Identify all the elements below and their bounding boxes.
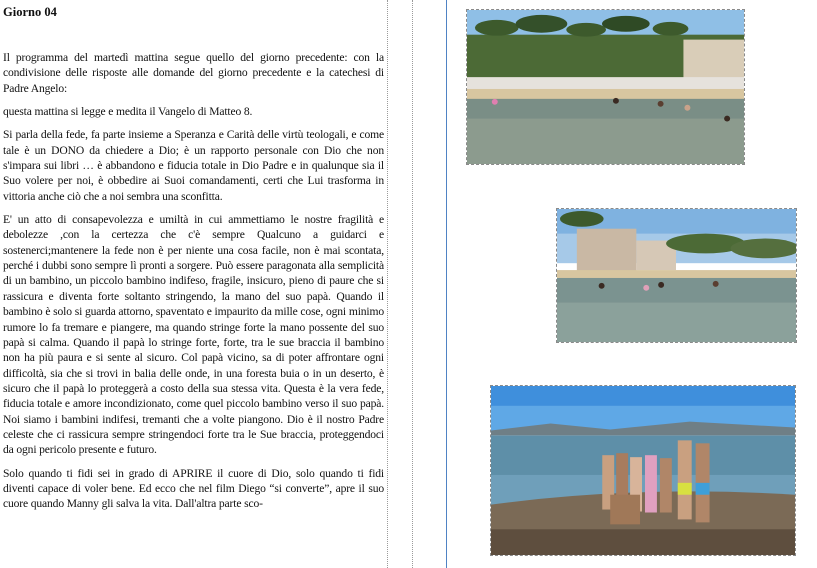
paragraph-3: Si parla della fede, fa parte insieme a Speranza e Carità delle virtù teologali, e come tale è un DONO da chiedere a Dio; è un rapporto personale con Dio che non s'impara sui libri … è abbandono e fiducia totale in Dio Padre e in qualunque sia il Suo volere per noi, è obbedire ai Suoi comandamenti, certi che Lui trasforma in vittoria anche ciò che a noi sembra una sconfitta. <box>3 128 384 203</box>
paragraph-5: Solo quando ti fidi sei in grado di APRIRE il cuore di Dio, solo quando ti fidi diventi capace di voler bene. Ed ecco che nel film Diego “si converte”, apre il suo cuore quando Manny gli salva la vita. Dall'altra parte sco- <box>3 466 384 511</box>
paragraph-2: questa mattina si legge e medita il Vangelo di Matteo 8. <box>3 105 253 119</box>
text-column <box>0 0 388 568</box>
column-divider-solid <box>446 0 447 568</box>
column-divider-dotted <box>412 0 413 568</box>
beach-bay-image <box>557 209 796 342</box>
beach-photo-pines[interactable] <box>466 9 745 165</box>
beach-group-image <box>491 386 795 555</box>
beach-pines-image <box>467 10 744 164</box>
paragraph-4: E' un atto di consapevolezza e umiltà in cui ammettiamo le nostre fragilità e debolezze ,con la certezza che c'è sempre Qualcuno a guidarci e sostenerci;mantenere la fede non è per niente una cosa facile, non è mai scontata, perché i dubbi sono sempre lì pronti a sorgere. Può essere paragonata alla semplicità di un bambino, un piccolo bambino indifeso, fragile, insicuro, pieno di paure che si rassicura e diventa forte soltanto stringendo, la mano del suo papà. Quando il bambino è solo si guarda attorno, spaventato e impaurito da mille cose, ogni minimo rumore lo fa tremare e piangere, ma quando stringe forte la mano possente del suo papà si calma. Quando il papà lo stringe forte, forte, tra le sue braccia il bambino non ha più paura e si sente al sicuro. Col papà vicino, sa di poter affrontare ogni difficoltà, sia che si trovi in balia delle onde, in una foresta buia o in un deserto, è sicuro che il papà lo proteggerà a costo della sua stessa vita. Questa è la vera fede, fiducia totale e amore incondizionato, come quel piccolo bambino verso il suo papà. Noi siamo i bambini indifesi, tremanti che a volte piangono. Dio è il nostro Padre celeste che ci rassicura sempre stringendoci forte tra le Sue braccia, proteggendoci da ogni pericolo presente e futuro. <box>3 213 384 457</box>
day-heading: Giorno 04 <box>3 5 57 19</box>
beach-photo-bay[interactable] <box>556 208 797 343</box>
paragraph-1: Il programma del martedì mattina segue quello del giorno precedente: con la condivisione delle risposte alle domande del giorno precedente e la catechesi di Padre Angelo: <box>3 51 384 95</box>
beach-photo-group[interactable] <box>490 385 796 556</box>
